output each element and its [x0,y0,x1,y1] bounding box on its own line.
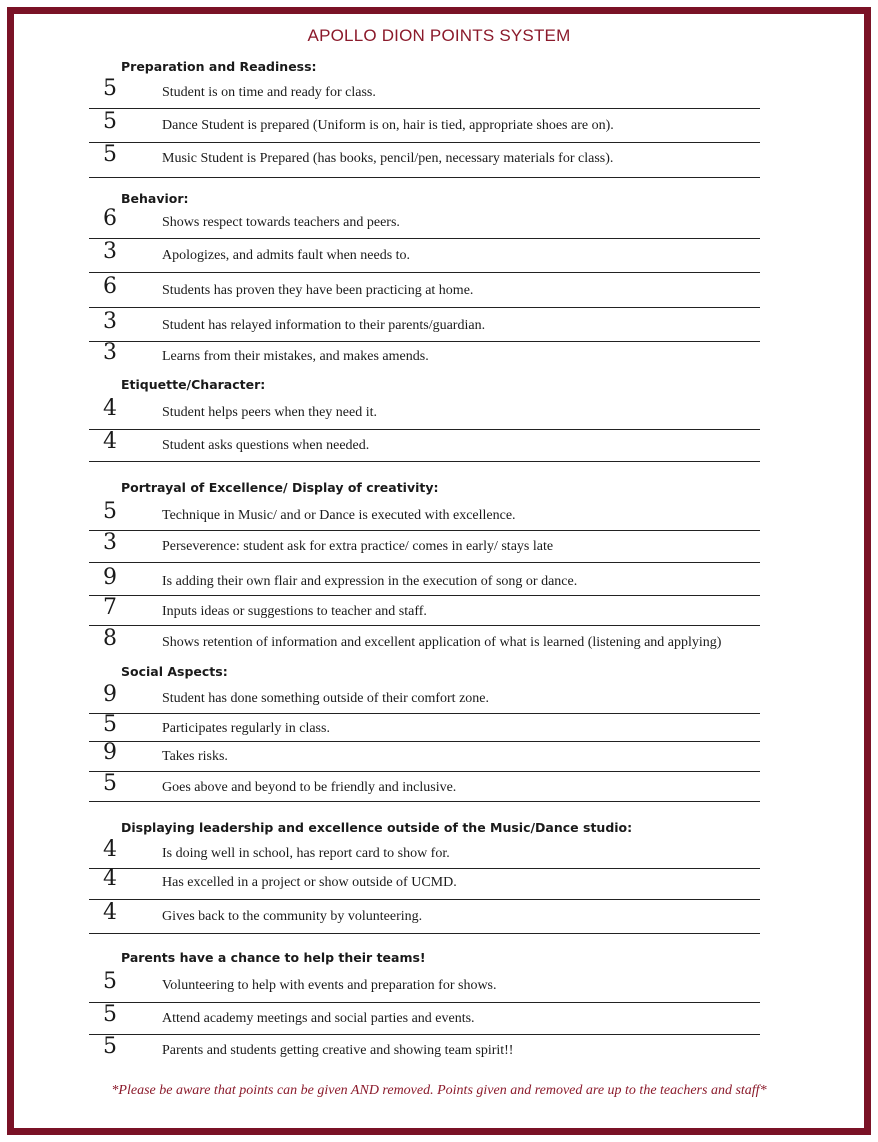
points-value: 3 [103,239,117,264]
divider [89,595,760,596]
criterion-text: Student helps peers when they need it. [162,405,378,420]
divider [89,272,760,273]
section-heading: Parents have a chance to help their teams! [121,950,426,965]
criterion-text: Gives back to the community by volunteering. [162,909,423,924]
list-item [0,76,878,104]
divider [89,713,760,714]
divider [89,461,760,462]
points-value: 9 [103,565,117,590]
points-value: 6 [103,206,117,231]
list-item [0,1034,878,1062]
section-heading: Displaying leadership and excellence outside of the Music/Dance studio: [121,820,633,835]
list-item [0,626,878,654]
criterion-text: Student is on time and ready for class. [162,85,376,100]
criterion-text: Takes risks. [162,749,228,764]
points-value: 5 [103,1002,117,1027]
page-title: APOLLO DION POINTS SYSTEM [307,26,571,45]
list-item [0,771,878,799]
criterion-text: Parents and students getting creative and showing team spirit!! [162,1043,514,1058]
section-heading: Behavior: [121,191,189,206]
criterion-text: Has excelled in a project or show outside of UCMD. [162,875,457,890]
points-value: 5 [103,499,117,524]
criterion-text: Student has done something outside of their comfort zone. [162,691,489,706]
criterion-text: Technique in Music/ and or Dance is executed with excellence. [162,508,516,523]
divider [89,177,760,178]
points-value: 4 [103,429,117,454]
list-item [0,595,878,623]
criterion-text: Dance Student is prepared (Uniform is on, hair is tied, appropriate shoes are on). [162,118,614,133]
criterion-text: Inputs ideas or suggestions to teacher and staff. [162,604,427,619]
criterion-text: Student has relayed information to their parents/guardian. [162,318,486,333]
criterion-text: Attend academy meetings and social parties and events. [162,1011,475,1026]
divider [89,899,760,900]
points-value: 5 [103,712,117,737]
criterion-text: Learns from their mistakes, and makes amends. [162,349,429,364]
divider [89,307,760,308]
criterion-text: Music Student is Prepared (has books, pencil/pen, necessary materials for class). [162,151,614,166]
criterion-text: Student asks questions when needed. [162,438,370,453]
list-item [0,429,878,457]
points-value: 5 [103,109,117,134]
points-value: 9 [103,740,117,765]
list-item [0,309,878,337]
section-heading: Preparation and Readiness: [121,59,317,74]
points-value: 3 [103,530,117,555]
divider [89,341,760,342]
list-item [0,866,878,894]
points-value: 5 [103,76,117,101]
criterion-text: Apologizes, and admits fault when needs to. [162,248,411,263]
points-value: 4 [103,396,117,421]
divider [89,868,760,869]
divider [89,429,760,430]
list-item [0,740,878,768]
points-value: 5 [103,1034,117,1059]
section-heading: Etiquette/Character: [121,377,266,392]
section-heading: Portrayal of Excellence/ Display of creativity: [121,480,439,495]
divider [89,1034,760,1035]
points-value: 4 [103,866,117,891]
list-item [0,900,878,928]
criterion-text: Students has proven they have been practicing at home. [162,283,474,298]
list-item [0,274,878,302]
points-value: 7 [103,595,117,620]
points-value: 4 [103,900,117,925]
points-value: 3 [103,309,117,334]
divider [89,801,760,802]
list-item [0,682,878,710]
points-value: 3 [103,340,117,365]
criterion-text: Shows respect towards teachers and peers. [162,215,400,230]
list-item [0,340,878,368]
criterion-text: Is adding their own flair and expression in the execution of song or dance. [162,574,578,589]
points-value: 6 [103,274,117,299]
list-item [0,109,878,137]
criterion-text: Is doing well in school, has report card to show for. [162,846,450,861]
list-item [0,142,878,170]
criterion-text: Goes above and beyond to be friendly and inclusive. [162,780,457,795]
divider [89,741,760,742]
points-value: 4 [103,837,117,862]
list-item [0,396,878,424]
list-item [0,565,878,593]
criterion-text: Shows retention of information and excellent application of what is learned (listening and applying) [162,635,722,650]
divider [89,625,760,626]
list-item [0,969,878,997]
list-item [0,530,878,558]
section-heading: Social Aspects: [121,664,228,679]
divider [89,771,760,772]
points-value: 8 [103,626,117,651]
points-value: 5 [103,969,117,994]
list-item [0,239,878,267]
divider [89,142,760,143]
list-item [0,837,878,865]
divider [89,238,760,239]
divider [89,1002,760,1003]
divider [89,933,760,934]
footnote: *Please be aware that points can be given AND removed. Points given and removed are up to the teachers and staff* [111,1083,767,1098]
list-item [0,1002,878,1030]
points-value: 5 [103,771,117,796]
divider [89,108,760,109]
criterion-text: Participates regularly in class. [162,721,330,736]
list-item [0,712,878,740]
criterion-text: Volunteering to help with events and preparation for shows. [162,978,497,993]
divider [89,530,760,531]
list-item [0,206,878,234]
points-value: 5 [103,142,117,167]
list-item [0,499,878,527]
divider [89,562,760,563]
criterion-text: Perseverence: student ask for extra practice/ comes in early/ stays late [162,539,554,554]
points-value: 9 [103,682,117,707]
